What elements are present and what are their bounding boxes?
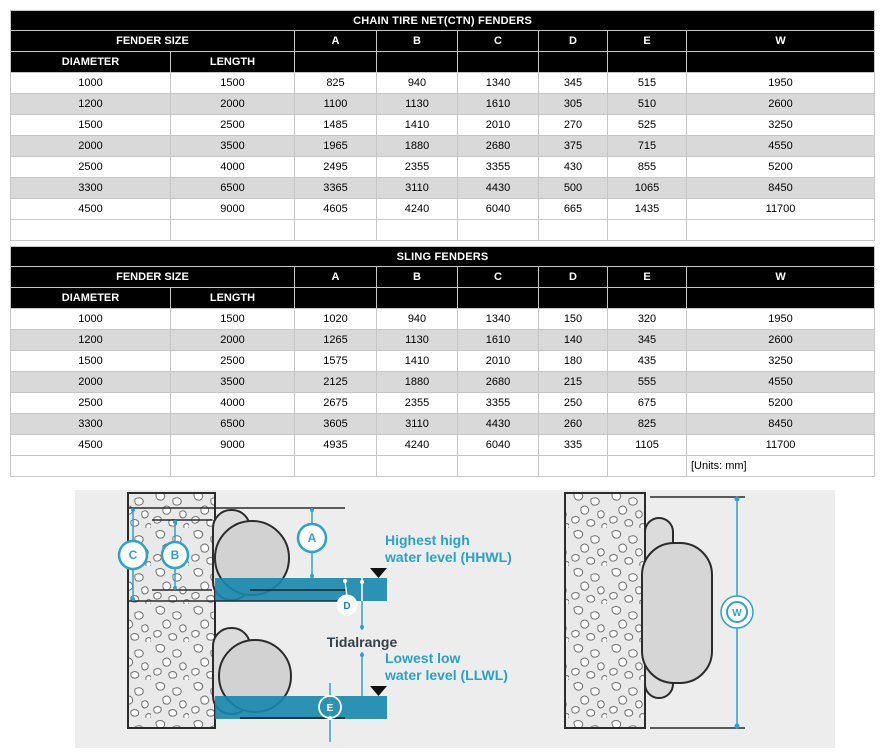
llwl-text-line2: water level (LLWL) [385, 667, 508, 683]
table-cell: 1340 [458, 309, 539, 330]
table-cell: 5200 [687, 157, 875, 178]
table-cell: 1410 [377, 115, 458, 136]
ctn-fenders-table [10, 10, 875, 241]
fender-body-front-view [642, 543, 712, 683]
units-note: [Units: mm] [687, 456, 875, 477]
table-row [11, 393, 875, 414]
col-header-c: C [458, 31, 539, 52]
subcol-header-empty [295, 52, 377, 73]
table-cell: 1410 [377, 351, 458, 372]
table-cell: 2010 [458, 115, 539, 136]
table-cell: 1000 [11, 73, 171, 94]
table-cell: 1965 [295, 136, 377, 157]
col-header-b: B [377, 267, 458, 288]
col-header-c: C [458, 267, 539, 288]
table-cell [11, 220, 171, 241]
table-cell [11, 456, 171, 477]
dim-dot [131, 508, 135, 512]
dim-dot [310, 508, 314, 512]
dim-dot [131, 597, 135, 601]
label-d-text: D [343, 601, 351, 612]
table-row [11, 435, 875, 456]
table-header-row [11, 31, 875, 52]
table-cell: 4000 [171, 393, 295, 414]
table-cell: 345 [539, 73, 608, 94]
dim-dot [360, 653, 364, 657]
table-subheader-row [11, 52, 875, 73]
table-row [11, 351, 875, 372]
table-cell: 150 [539, 309, 608, 330]
table-cell: 1000 [11, 309, 171, 330]
table-cell: 1610 [458, 94, 539, 115]
footer-row [11, 456, 875, 477]
installation-diagram [75, 490, 835, 748]
table-cell: 1500 [11, 351, 171, 372]
table-cell: 3605 [295, 414, 377, 435]
table-cell [295, 456, 377, 477]
table-row [11, 157, 875, 178]
table-cell: 6500 [171, 414, 295, 435]
table-cell: 345 [608, 330, 687, 351]
table-cell: 1200 [11, 330, 171, 351]
table-cell: 3365 [295, 178, 377, 199]
table-cell [687, 220, 875, 241]
table-cell: 1265 [295, 330, 377, 351]
table-cell: 675 [608, 393, 687, 414]
table-cell: 1500 [171, 73, 295, 94]
table-row [11, 136, 875, 157]
table-cell: 2500 [171, 115, 295, 136]
table-cell: 3110 [377, 178, 458, 199]
table-cell [458, 220, 539, 241]
table-cell: 305 [539, 94, 608, 115]
table-cell: 5200 [687, 393, 875, 414]
table-cell [377, 456, 458, 477]
dim-dot [173, 586, 177, 590]
col-header-e: E [608, 31, 687, 52]
table-cell: 3110 [377, 414, 458, 435]
table-row [11, 115, 875, 136]
table-cell: 1500 [171, 309, 295, 330]
table-cell [458, 456, 539, 477]
dim-dot [735, 724, 740, 729]
table-cell: 940 [377, 309, 458, 330]
table-row [11, 94, 875, 115]
table-cell: 855 [608, 157, 687, 178]
subcol-header-empty [687, 288, 875, 309]
col-header-d: D [539, 267, 608, 288]
subcol-header-empty [295, 288, 377, 309]
label-b-text: B [170, 548, 180, 562]
table-cell: 2680 [458, 136, 539, 157]
sling-fenders-table [10, 246, 875, 477]
table-cell: 6040 [458, 199, 539, 220]
table-cell: 1435 [608, 199, 687, 220]
subcol-header-empty [458, 52, 539, 73]
table-cell: 1130 [377, 94, 458, 115]
table-title: SLING FENDERS [11, 247, 875, 267]
table-title-row [11, 11, 875, 31]
col-header-e: E [608, 267, 687, 288]
table-cell: 270 [539, 115, 608, 136]
table-cell: 3300 [11, 178, 171, 199]
quay-wall-front [565, 493, 645, 728]
table-cell: 1950 [687, 309, 875, 330]
table-cell: 525 [608, 115, 687, 136]
table-cell: 4000 [171, 157, 295, 178]
col-header-w: W [687, 31, 875, 52]
fender-dimension-figure [75, 490, 835, 748]
table-cell: 215 [539, 372, 608, 393]
table-cell: 515 [608, 73, 687, 94]
table-cell: 555 [608, 372, 687, 393]
table-cell: 500 [539, 178, 608, 199]
table-cell: 1130 [377, 330, 458, 351]
table-cell [295, 220, 377, 241]
table-cell [608, 220, 687, 241]
table-cell: 1575 [295, 351, 377, 372]
table-cell: 4430 [458, 178, 539, 199]
table-cell: 4500 [11, 435, 171, 456]
subcol-header-diameter: DIAMETER [11, 52, 171, 73]
table-cell: 1880 [377, 136, 458, 157]
table-cell: 1950 [687, 73, 875, 94]
table-cell: 3250 [687, 351, 875, 372]
subcol-header-empty [377, 52, 458, 73]
table-cell [171, 220, 295, 241]
table-row [11, 178, 875, 199]
table-cell: 4430 [458, 414, 539, 435]
label-c-text: C [128, 548, 138, 562]
dim-dot [735, 497, 740, 502]
table-cell: 375 [539, 136, 608, 157]
table-cell: 510 [608, 94, 687, 115]
table-cell: 1880 [377, 372, 458, 393]
table-cell: 2500 [171, 351, 295, 372]
table-cell: 9000 [171, 435, 295, 456]
table-cell: 6500 [171, 178, 295, 199]
table-cell: 250 [539, 393, 608, 414]
table-cell: 140 [539, 330, 608, 351]
table-cell: 2600 [687, 94, 875, 115]
table-body [11, 73, 875, 241]
table-cell: 4605 [295, 199, 377, 220]
subcol-header-empty [608, 52, 687, 73]
table-cell: 11700 [687, 199, 875, 220]
table-cell: 435 [608, 351, 687, 372]
table-cell: 2680 [458, 372, 539, 393]
col-header-w: W [687, 267, 875, 288]
table-cell: 2355 [377, 393, 458, 414]
table-cell: 3500 [171, 136, 295, 157]
table-cell: 4500 [11, 199, 171, 220]
table-cell: 4240 [377, 435, 458, 456]
footer-row [11, 220, 875, 241]
dim-dot [173, 520, 177, 524]
table-cell: 6040 [458, 435, 539, 456]
table-cell: 335 [539, 435, 608, 456]
table-cell [608, 456, 687, 477]
table-cell: 665 [539, 199, 608, 220]
table-cell: 320 [608, 309, 687, 330]
subcol-header-length: LENGTH [171, 52, 295, 73]
dim-dot [360, 625, 364, 629]
dim-dot [310, 574, 314, 578]
llwl-text-line1: Lowest low [385, 650, 461, 666]
table-cell: 11700 [687, 435, 875, 456]
table-cell: 9000 [171, 199, 295, 220]
table-row [11, 414, 875, 435]
table-cell: 4935 [295, 435, 377, 456]
table-row [11, 73, 875, 94]
table-cell: 2010 [458, 351, 539, 372]
table-title: CHAIN TIRE NET(CTN) FENDERS [11, 11, 875, 31]
table-cell: 4240 [377, 199, 458, 220]
subcol-header-empty [608, 288, 687, 309]
table-body [11, 309, 875, 477]
table-cell: 2675 [295, 393, 377, 414]
fender-spec-tables [10, 10, 874, 482]
table-cell: 1020 [295, 309, 377, 330]
table-cell: 260 [539, 414, 608, 435]
table-cell: 1100 [295, 94, 377, 115]
table-row [11, 199, 875, 220]
table-cell: 2500 [11, 393, 171, 414]
table-header-row [11, 267, 875, 288]
col-header-b: B [377, 31, 458, 52]
llwl-water-band [215, 696, 387, 719]
table-subheader-row [11, 288, 875, 309]
col-header-a: A [295, 267, 377, 288]
subcol-header-empty [458, 288, 539, 309]
table-cell [539, 456, 608, 477]
table-cell [377, 220, 458, 241]
table-cell: 2000 [171, 94, 295, 115]
table-cell: 3500 [171, 372, 295, 393]
table-cell: 2500 [11, 157, 171, 178]
table-cell: 8450 [687, 178, 875, 199]
table-cell: 3250 [687, 115, 875, 136]
hhwl-text-line2: water level (HHWL) [385, 549, 512, 565]
table-cell: 2495 [295, 157, 377, 178]
table-cell: 715 [608, 136, 687, 157]
table-cell: 825 [295, 73, 377, 94]
table-cell: 2355 [377, 157, 458, 178]
table-cell: 180 [539, 351, 608, 372]
label-w-text: W [732, 608, 742, 619]
table-cell: 2600 [687, 330, 875, 351]
subcol-header-empty [687, 52, 875, 73]
table-cell [171, 456, 295, 477]
label-e-text: E [326, 703, 334, 714]
hhwl-text-line1: Highest high [385, 532, 470, 548]
table-cell: 4550 [687, 136, 875, 157]
table-row [11, 330, 875, 351]
table-cell: 430 [539, 157, 608, 178]
table-cell: 2000 [171, 330, 295, 351]
table-cell: 1200 [11, 94, 171, 115]
table-cell: 4550 [687, 372, 875, 393]
table-row [11, 372, 875, 393]
table-cell: 8450 [687, 414, 875, 435]
table-cell: 1340 [458, 73, 539, 94]
table-cell: 1485 [295, 115, 377, 136]
col-header-a: A [295, 31, 377, 52]
table-row [11, 309, 875, 330]
subcol-header-diameter: DIAMETER [11, 288, 171, 309]
dim-dot [360, 580, 364, 584]
table-cell: 1105 [608, 435, 687, 456]
table-cell: 3355 [458, 393, 539, 414]
subcol-header-empty [377, 288, 458, 309]
fender-size-header: FENDER SIZE [11, 267, 295, 288]
col-header-d: D [539, 31, 608, 52]
table-cell: 2000 [11, 372, 171, 393]
fender-size-header: FENDER SIZE [11, 31, 295, 52]
label-a-text: A [307, 531, 317, 545]
table-cell: 2125 [295, 372, 377, 393]
table-title-row [11, 247, 875, 267]
table-cell [539, 220, 608, 241]
tidal-range-text: Tidalrange [326, 634, 398, 650]
table-cell: 1065 [608, 178, 687, 199]
table-cell: 2000 [11, 136, 171, 157]
subcol-header-length: LENGTH [171, 288, 295, 309]
table-cell: 1500 [11, 115, 171, 136]
subcol-header-empty [539, 288, 608, 309]
subcol-header-empty [539, 52, 608, 73]
table-cell: 3300 [11, 414, 171, 435]
table-cell: 825 [608, 414, 687, 435]
table-cell: 3355 [458, 157, 539, 178]
quay-wall-side [128, 493, 215, 728]
table-cell: 1610 [458, 330, 539, 351]
table-cell: 940 [377, 73, 458, 94]
